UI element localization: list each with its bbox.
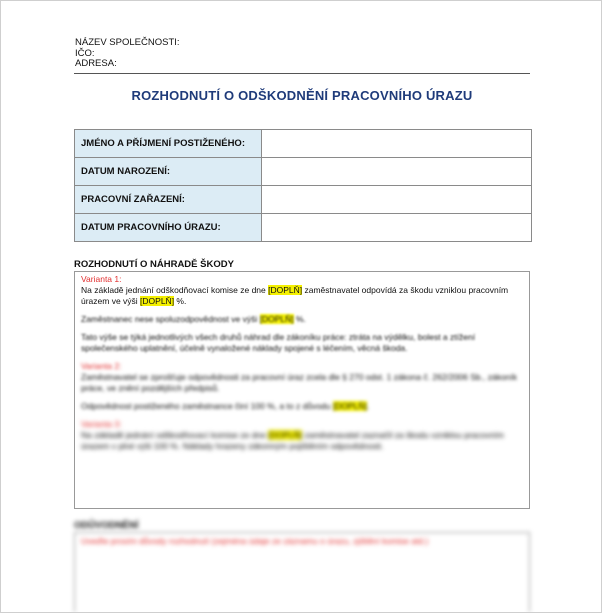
justification-box[interactable] (74, 532, 530, 612)
decision-box[interactable] (74, 271, 530, 509)
variant-1-p2-text-b: %. (293, 314, 306, 324)
fill-placeholder[interactable]: [DOPLŇ] (259, 314, 294, 324)
injured-person-table (74, 129, 532, 242)
injury-date-label: DATUM PRACOVNÍHO ÚRAZU: (75, 214, 262, 242)
job-position-field[interactable] (262, 186, 532, 214)
table-row (75, 158, 532, 186)
variant-1-label: Varianta 1: (81, 274, 122, 284)
document-title: ROZHODNUTÍ O ODŠKODNĚNÍ PRACOVNÍHO ÚRAZU (131, 88, 473, 103)
justification-placeholder: Uveďte prosím důvody rozhodnutí (zejména údaje ze záznamu o úrazu, zjištění komise atd.) (81, 536, 429, 546)
variant-1-paragraph-2 (81, 314, 523, 325)
name-label: JMÉNO A PŘÍJMENÍ POSTIŽENÉHO: (75, 130, 262, 158)
variant-3-text-a: Na základě jednání odškodňovací komise ze dne (81, 430, 269, 440)
variant-2-p2-text-a: Odpovědnost postiženého zaměstnance činí 100 %, a to z důvodu (81, 401, 333, 411)
justification-heading: ODŮVODNĚNÍ (74, 520, 139, 531)
variant-2-paragraph-2 (81, 401, 523, 412)
table-row (75, 186, 532, 214)
variant-2 (81, 361, 523, 394)
ico-label: IČO: (75, 47, 95, 59)
variant-2-text: Zaměstnavatel se zprošťuje odpovědnosti za pracovní úraz zcela dle § 270 odst. 1 zákona č. 262/2006 Sb., zákoník práce, ve znění pozdějších předpisů. (81, 372, 518, 393)
birth-date-label: DATUM NAROZENÍ: (75, 158, 262, 186)
injury-date-field[interactable] (262, 214, 532, 242)
fill-placeholder[interactable]: [DOPLŇ] (140, 296, 175, 306)
table-row (75, 130, 532, 158)
variant-1-paragraph-3: Tato výše se týká jednotlivých všech druhů náhrad dle zákoníku práce: ztráta na výdělku, bolest a ztížení společenského uplatnění, účelně vynaložené náklady spojené s léčením, věcná škoda. (81, 332, 476, 353)
fill-placeholder[interactable]: [DOPLŇ] (268, 285, 303, 295)
company-info (75, 38, 180, 70)
company-name-label: NÁZEV SPOLEČNOSTI: (75, 37, 180, 48)
variant-1-text-b: zaměstnavatel odpovídá za škodu vzniklou pracovním úrazem ve výši (81, 285, 509, 306)
variant-2-p2-text-b: . (366, 401, 370, 411)
variant-1-text-a: Na základě jednání odškodňovací komise ze dne (81, 285, 269, 295)
variant-3 (81, 419, 523, 452)
fill-placeholder[interactable]: [DOPLŇ] (332, 401, 367, 411)
fill-placeholder[interactable]: [DOPLŇ] (268, 430, 303, 440)
table-row (75, 214, 532, 242)
decision-heading: ROZHODNUTÍ O NÁHRADĚ ŠKODY (74, 259, 234, 270)
variant-2-label: Varianta 2: (81, 361, 122, 371)
address-label: ADRESA: (75, 58, 117, 69)
variant-3-label: Varianta 3: (81, 419, 122, 429)
variant-1-text-c: %. (174, 296, 187, 306)
header-divider (74, 73, 530, 74)
variant-3-text-b: zaměstnavatel zaznačil za škodu vzniklou pracovním úrazem v plné výši 100 %. Náklady hrazeny zákonným pojištěním odpovědnosti. (81, 430, 504, 451)
birth-date-field[interactable] (262, 158, 532, 186)
job-position-label: PRACOVNÍ ZAŘAZENÍ: (75, 186, 262, 214)
name-field[interactable] (262, 130, 532, 158)
variant-1 (81, 274, 523, 307)
variant-1-p2-text-a: Zaměstnanec nese spoluzodpovědnost ve výši (81, 314, 260, 324)
